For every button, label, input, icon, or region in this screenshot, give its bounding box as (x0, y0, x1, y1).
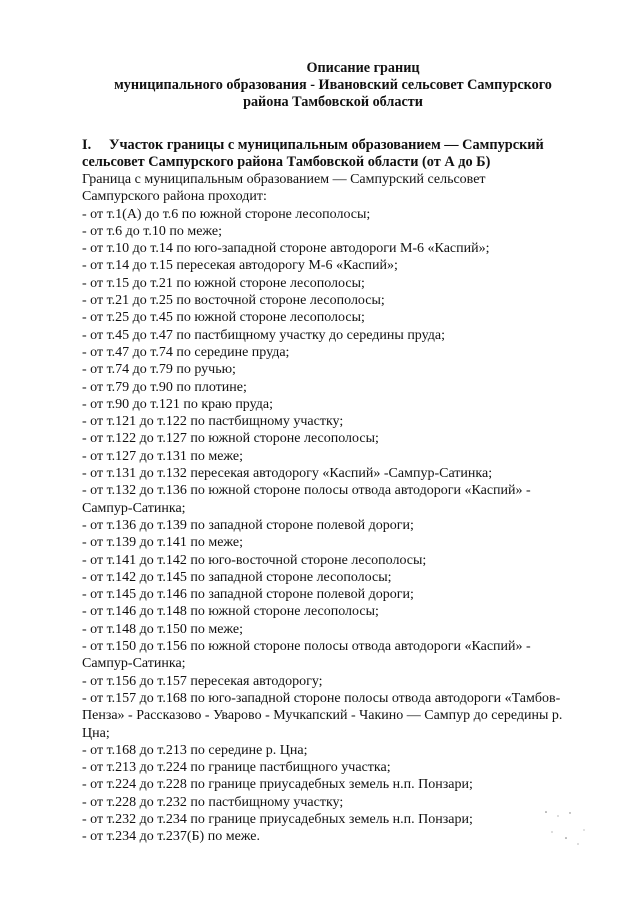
boundary-item: - от т.232 до т.234 по границе приусадебных земель н.п. Понзари; (82, 811, 473, 827)
section-number: I. (82, 137, 92, 153)
boundary-item: - от т.148 до т.150 по меже; (82, 621, 244, 637)
boundary-item: - от т.79 до т.90 по плотине; (82, 379, 247, 395)
boundary-item: - от т.25 до т.45 по южной стороне лесополосы; (82, 310, 365, 326)
boundary-item: - от т.15 до т.21 по южной стороне лесополосы; (82, 275, 365, 291)
section-intro-line-1: Граница с муниципальным образованием — Сампурский сельсовет (82, 172, 486, 187)
title-line-2: муниципального образования - Ивановский сельсовет Сампурского (114, 77, 552, 93)
boundary-item: - от т.156 до т.157 пересекая автодорогу; (82, 673, 323, 689)
boundary-item: - от т.131 до т.132 пересекая автодорогу «Каспий» -Сампур-Сатинка; (82, 466, 493, 482)
section-heading-text-1: Участок границы с муниципальным образованием — Сампурский (109, 137, 544, 153)
boundary-item: - от т.146 до т.148 по южной стороне лесополосы; (82, 604, 379, 620)
boundary-item: - от т.168 до т.213 по середине р. Цна; (82, 742, 308, 758)
section-intro-line-2: Сампурского района проходит: (82, 189, 267, 205)
boundary-item: - от т.21 до т.25 по восточной стороне лесополосы; (82, 293, 385, 309)
boundary-item: - от т.10 до т.14 по юго-западной стороне автодороги М-6 «Каспий»; (82, 241, 490, 257)
boundary-item: - от т.47 до т.74 по середине пруда; (82, 344, 290, 360)
boundary-item: - от т.132 до т.136 по южной стороне полосы отвода автодороги «Каспий» - Сампур-Сатинка; (82, 483, 531, 516)
boundary-item: - от т.141 до т.142 по юго-восточной стороне лесополосы; (82, 552, 427, 568)
boundary-item: - от т.45 до т.47 по пастбищному участку до середины пруда; (82, 327, 445, 343)
section-heading (82, 137, 584, 171)
boundary-item: - от т.142 до т.145 по западной стороне лесополосы; (82, 569, 392, 585)
title-line-1: Описание границ (306, 60, 420, 76)
document-title (82, 60, 584, 111)
scan-specks (540, 808, 600, 848)
boundary-item: - от т.213 до т.224 по границе пастбищного участка; (82, 760, 391, 776)
boundary-item: - от т.121 до т.122 по пастбищному участку; (82, 414, 344, 430)
boundary-item: - от т.127 до т.131 по меже; (82, 448, 244, 464)
boundary-list (82, 206, 584, 846)
boundary-item: - от т.14 до т.15 пересекая автодорогу М-6 «Каспий»; (82, 258, 398, 274)
title-line-3: района Тамбовской области (243, 94, 423, 110)
boundary-item: - от т.74 до т.79 по ручью; (82, 362, 236, 378)
boundary-item: - от т.145 до т.146 по западной стороне полевой дороги; (82, 587, 414, 603)
section-heading-line-1 (82, 137, 584, 154)
boundary-item: - от т.139 до т.141 по меже; (82, 535, 244, 551)
boundary-item: - от т.234 до т.237(Б) по меже. (82, 829, 260, 845)
boundary-item: - от т.157 до т.168 по юго-западной стороне полосы отвода автодороги «Тамбов-Пенза» - Рассказово - Уварово - Мучкапский - Чакино — Сампур до середины р. Цна; (82, 690, 563, 741)
section-heading-line-2: сельсовет Сампурского района Тамбовской области (от А до Б) (82, 154, 491, 170)
boundary-item: - от т.122 до т.127 по южной стороне лесополосы; (82, 431, 379, 447)
boundary-item: - от т.136 до т.139 по западной стороне полевой дороги; (82, 517, 414, 533)
boundary-item: - от т.150 до т.156 по южной стороне полосы отвода автодороги «Каспий» - Сампур-Сатинка; (82, 639, 531, 672)
boundary-item: - от т.1(А) до т.6 по южной стороне лесополосы; (82, 206, 371, 222)
boundary-item: - от т.228 до т.232 по пастбищному участку; (82, 794, 344, 810)
boundary-item: - от т.6 до т.10 по меже; (82, 223, 223, 239)
boundary-item: - от т.224 до т.228 по границе приусадебных земель н.п. Понзари; (82, 777, 473, 793)
boundary-item: - от т.90 до т.121 по краю пруда; (82, 396, 273, 412)
